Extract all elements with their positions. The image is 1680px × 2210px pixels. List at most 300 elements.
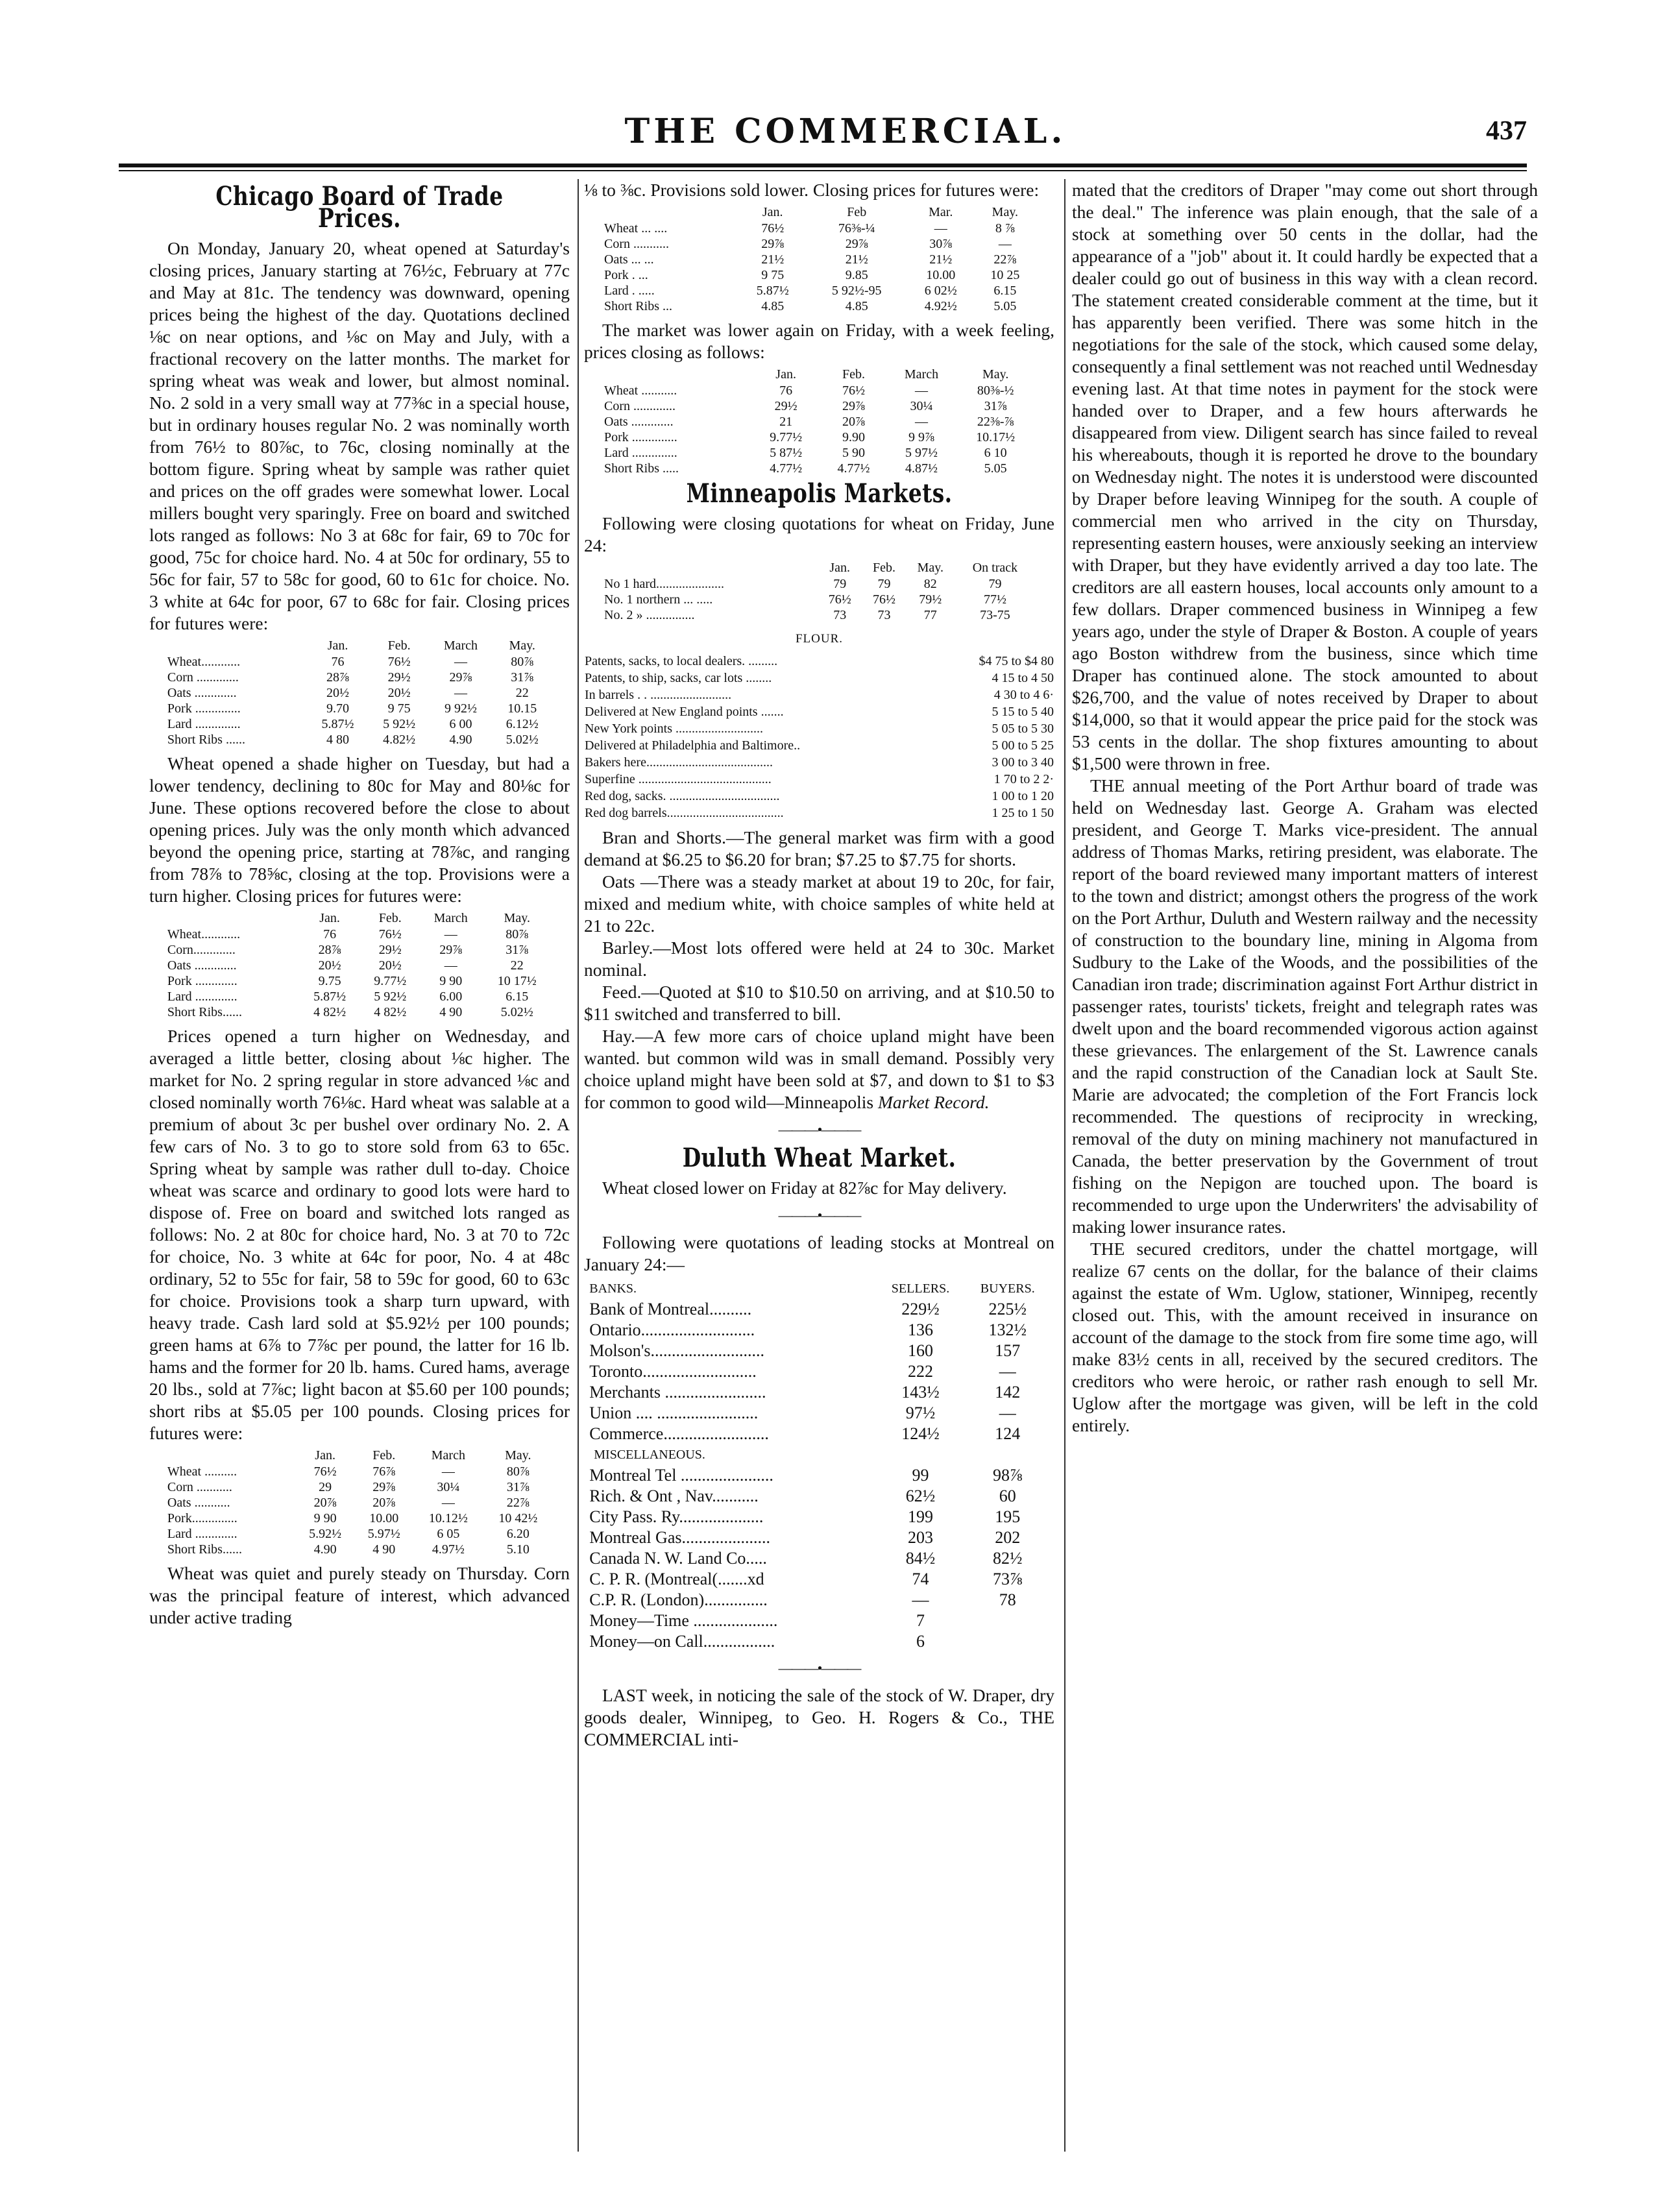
price-cell: 28⅞	[318, 943, 341, 957]
price-cell: 10.12½	[428, 1511, 468, 1525]
price-cell: 5.10	[506, 1542, 530, 1557]
table-row	[603, 430, 1036, 445]
flour-row	[584, 788, 1054, 805]
sellers-price: 222	[908, 1362, 934, 1381]
table-row	[603, 576, 1036, 592]
stock-name: Montreal Tel ......................	[589, 1466, 773, 1485]
table-row	[603, 398, 1036, 414]
flour-grade: In barrels . . .........................	[585, 688, 732, 702]
table-header: May.	[504, 911, 530, 925]
commodity-label: Short Ribs......	[167, 1542, 242, 1557]
price-cell: 20½	[326, 686, 350, 700]
flour-price: 4 30 to 4 6·	[993, 688, 1054, 702]
table-header: March	[443, 638, 478, 653]
table-row	[166, 1526, 553, 1542]
chicago-futures-table-3	[166, 1447, 553, 1557]
commodity-label: Corn.............	[167, 943, 236, 957]
stock-name: C.P. R. (London)...............	[589, 1590, 768, 1609]
flour-table	[584, 653, 1054, 821]
table-row	[166, 732, 553, 747]
flour-price: $4 75 to $4 80	[979, 654, 1054, 668]
price-cell: 9.85	[845, 268, 868, 282]
price-cell: 5.97½	[367, 1527, 400, 1541]
table-row	[603, 383, 1036, 398]
column-divider-2	[1064, 179, 1065, 2152]
table-row	[166, 1004, 553, 1020]
commodity-label: Pork..............	[167, 1511, 237, 1525]
price-cell: —	[934, 221, 947, 236]
chicago-paragraph-3: Prices opened a turn higher on Wednesday, and averaged a little better, closing about ⅛c higher. The market for No. 2 spring regular in store advanced ⅛c and closed nominally worth 76⅛c. Hard wheat was salable at a premium of about 3c per bushel over ordinary No. 2. A few cars of No. 3 to go to store sold from 63 to 65c. Spring wheat by sample was rather dull to-day. Choice wheat was scarce and ordinary to good lots were hard to dispose of. Free on board and switched lots ranged as follows: No. 2 at 80c for choice hard, No. 3 at 70 to 72c for choice, No. 3 white at 64c for poor, No. 4 at 48c ordinary, 52 to 55c for fair, 58 to 59c for good, 60 to 63c for choice. Provisions took a sharp turn upward, with heavy trade. Cash lard sold at $5.92½ per 100 pounds; green hams at 6⅞ to 7⅞c per pound, the latter for 16 lb. hams and the former for 20 lb. hams. Cured hams, average 20 lbs., sold at 7⅞c; light bacon at $5.60 per 100 pounds; short ribs at $5.05 per 100 pounds. Closing prices for futures were:	[149, 1026, 570, 1443]
commodity-label: Oats .............	[604, 415, 674, 429]
price-cell: 4.82½	[383, 733, 416, 747]
price-cell: 4.90	[449, 733, 472, 747]
table-row	[166, 1495, 553, 1511]
price-cell: 22	[510, 958, 524, 973]
price-cell: 29½	[774, 399, 797, 413]
price-cell: 6.15	[993, 284, 1017, 298]
price-cell: 4.90	[313, 1542, 337, 1557]
table-header: Feb.	[372, 1448, 396, 1463]
price-cell: 30¼	[910, 399, 933, 413]
table-header	[166, 637, 307, 654]
table-row	[166, 989, 553, 1004]
price-cell: 29½	[387, 670, 411, 685]
commodity-label: Oats .............	[167, 958, 237, 973]
price-cell: —	[914, 415, 928, 429]
price-cell: 76½	[313, 1464, 337, 1479]
table-row	[603, 267, 1036, 283]
price-cell: 29⅞	[761, 237, 785, 251]
buyers-price: 195	[995, 1507, 1021, 1526]
column-divider-1	[578, 179, 579, 2152]
price-cell: 21½	[845, 252, 868, 267]
price-cell: 80⅞	[506, 1464, 530, 1479]
flour-row	[584, 703, 1054, 720]
buyers-price: 157	[995, 1341, 1021, 1360]
oats-paragraph: Oats —There was a steady market at about 19 to 20c, for fair, mixed and medium white, with choice samples of white held at 21 to 22c.	[584, 871, 1054, 936]
stock-name: Molson's...........................	[589, 1341, 765, 1360]
stock-name: Money—on Call.................	[589, 1632, 775, 1651]
commodity-label: Wheat............	[167, 927, 241, 941]
flour-price: 5 00 to 5 25	[992, 738, 1054, 753]
chicago-futures-table-1	[166, 637, 553, 747]
price-cell: 10 42½	[498, 1511, 538, 1525]
price-cell: 20½	[378, 958, 402, 973]
commodity-label: Short Ribs......	[167, 1005, 242, 1019]
table-header: Jan.	[762, 205, 783, 219]
price-cell: 76	[331, 655, 345, 669]
price-cell: 73-75	[980, 608, 1010, 622]
buyers-price: 60	[999, 1487, 1016, 1505]
sellers-price: 7	[916, 1611, 925, 1630]
price-cell: 9 90	[439, 974, 463, 988]
draper-paragraph-cont: mated that the creditors of Draper "may come out short through the deal." The inference was plain enough, that the sale of a stock at something over 50 cents in the dollar, had the appearance of a "job" about it. It could hardly be expected that a dealer could go out of business in this way with a clean record. The statement created considerable comment at the time, but it has apparently been verified. There was some hitch in the negotiations for the sale of the stock, which caused some delay, consequently a final settlement was not reached until Wednesday evening last. At that time notes in payment for the stock were handed over to Draper, and a few hours afterwards he disappeared from view. Diligent search has since failed to reveal his whereabouts, though it is reported he drove to the boundary on Wednesday night. The notes it is understood were discounted by Draper before leaving Winnipeg for the south. A couple of commercial men who arrived in the city on Thursday, representing eastern houses, were anxiously seeking an interview with Draper, but they have evidently arrived a day too late. The creditors are all eastern houses, local accounts only amount to a few dollars. Draper commenced business in Winnipeg a few years ago, under the style of Draper & Boston. A couple of years ago Boston withdrew from the business, since which time Draper has continued alone. The stock amounted to about $26,700, and the value of notes received by Draper to about $14,000, so that it would appear the price paid for the stock was 53 cents in the dollar. The shop fixtures amounting to about $1,500 were thrown in free.	[1072, 180, 1538, 773]
table-row	[166, 1464, 553, 1479]
minneapolis-title: Minneapolis Markets.	[686, 478, 953, 509]
price-cell: 21½	[761, 252, 785, 267]
price-cell: 4.85	[845, 299, 868, 313]
price-cell: —	[998, 237, 1012, 251]
table-row	[603, 461, 1036, 476]
price-cell: 6.20	[506, 1527, 530, 1541]
flour-row	[584, 686, 1054, 703]
price-cell: 5.87½	[313, 990, 347, 1004]
price-cell: 10.15	[507, 701, 537, 716]
flour-price: 5 15 to 5 40	[992, 705, 1054, 719]
sellers-price: 99	[912, 1466, 929, 1485]
table-row	[603, 592, 1036, 607]
table-row	[166, 670, 553, 685]
table-row	[603, 298, 1036, 314]
hay-source: Market Record.	[877, 1092, 990, 1112]
price-cell: 73	[833, 608, 847, 622]
commodity-label: Oats ... ...	[604, 252, 654, 267]
flour-grade: Superfine .........................................	[585, 772, 772, 786]
chicago-futures-table-2	[166, 910, 553, 1020]
table-header	[603, 366, 752, 383]
price-cell: 21	[779, 415, 793, 429]
price-cell: 9 90	[313, 1511, 337, 1525]
commodity-label: Corn ...........	[604, 237, 669, 251]
flour-grade: Bakers here.......................................	[585, 755, 773, 770]
flour-grade: Delivered at Philadelphia and Baltimore..	[585, 738, 801, 753]
stock-row	[589, 1548, 1050, 1569]
price-cell: —	[441, 1496, 455, 1510]
table-header	[166, 910, 300, 927]
price-cell: 5.05	[993, 299, 1017, 313]
commodity-label: Corn ...........	[167, 1480, 232, 1494]
table-row	[603, 252, 1036, 267]
flour-price: 4 15 to 4 50	[992, 671, 1054, 685]
commodity-label: No. 2 » ...............	[604, 608, 695, 622]
price-cell: 9.90	[842, 430, 865, 444]
price-cell: 29⅞	[842, 399, 865, 413]
minneapolis-intro: Following were closing quotations for wheat on Friday, June 24:	[584, 513, 1054, 555]
stocks-header-sellers: SELLERS.	[891, 1281, 950, 1296]
price-cell: 20⅞	[313, 1496, 337, 1510]
commodity-label: No. 1 northern ... .....	[604, 592, 713, 607]
table-header: Feb.	[842, 367, 865, 382]
price-cell: 5.87½	[321, 717, 354, 731]
price-cell: 29⅞	[449, 670, 472, 685]
flour-row	[584, 805, 1054, 821]
price-cell: 8 ⅞	[995, 221, 1015, 236]
price-cell: 80⅞	[511, 655, 534, 669]
chicago-paragraph-2: Wheat opened a shade higher on Tuesday, but had a lower tendency, declining to 80c for May and 80⅛c for June. These options recovered before the close to about opening prices. July was the only month which advanced beyond the opening price, starting at 78⅞c, and ranging from 78⅞ to 78⅝c, closing at the top. Provisions were a turn higher. Closing prices for futures were:	[149, 753, 570, 906]
chicago-continued: ⅛ to ⅜c. Provisions sold lower. Closing prices for futures were:	[584, 180, 1040, 200]
price-cell: 4.77½	[837, 461, 870, 476]
price-cell: 29½	[378, 943, 402, 957]
sellers-price: 203	[908, 1528, 934, 1547]
table-header: March	[433, 911, 468, 925]
sellers-price: —	[912, 1590, 929, 1609]
stock-row	[589, 1382, 1050, 1403]
page-header	[119, 110, 1527, 162]
price-cell: 20½	[318, 958, 341, 973]
price-cell: 6.00	[439, 990, 463, 1004]
flour-row	[584, 653, 1054, 670]
price-cell: 22⅞	[506, 1496, 530, 1510]
buyers-price: 73⅞	[992, 1570, 1023, 1588]
masthead: THE COMMERCIAL.	[624, 112, 1067, 151]
buyers-price: —	[999, 1362, 1016, 1381]
price-cell: 9 9⅞	[908, 430, 934, 444]
section-divider-1: ———•———	[778, 1121, 860, 1137]
price-cell: —	[454, 686, 467, 700]
price-cell: 4 82½	[313, 1005, 347, 1019]
price-cell: 79½	[919, 592, 942, 607]
buyers-price: 124	[995, 1424, 1021, 1443]
flour-price: 1 00 to 1 20	[992, 789, 1054, 803]
feed-paragraph: Feed.—Quoted at $10 to $10.50 on arriving, and at $10.50 to $11 switched and transferred to bill.	[584, 982, 1054, 1024]
price-cell: —	[441, 1464, 455, 1479]
price-cell: 28⅞	[326, 670, 350, 685]
price-cell: 6 02½	[924, 284, 957, 298]
table-header: March	[904, 367, 939, 382]
price-cell: 22	[515, 686, 529, 700]
table-row	[603, 283, 1036, 298]
table-header: May.	[982, 367, 1009, 382]
column-3	[1072, 179, 1538, 2171]
price-cell: 6.15	[505, 990, 529, 1004]
table-header: March	[431, 1448, 465, 1463]
price-cell: 31⅞	[506, 1480, 530, 1494]
draper-paragraph-start: LAST week, in noticing the sale of the stock of W. Draper, dry goods dealer, Winnipeg, to Geo. H. Rogers & Co., THE COMMERCIAL inti-	[584, 1685, 1054, 1749]
price-cell: 30¼	[437, 1480, 460, 1494]
stocks-header-banks: BANKS.	[589, 1281, 637, 1296]
price-cell: 80⅞	[505, 927, 529, 941]
price-cell: 76	[779, 383, 793, 398]
stock-row	[589, 1631, 1050, 1652]
price-cell: 4 90	[372, 1542, 396, 1557]
table-row	[603, 445, 1036, 461]
price-cell: 5 97½	[905, 446, 938, 460]
price-cell: 29	[319, 1480, 332, 1494]
table-row	[603, 236, 1036, 252]
stock-row	[589, 1465, 1050, 1486]
table-row	[166, 685, 553, 701]
flour-price: 5 05 to 5 30	[992, 722, 1054, 736]
sellers-price: 84½	[905, 1549, 936, 1568]
commodity-label: Short Ribs ......	[167, 733, 245, 747]
stock-row	[589, 1341, 1050, 1361]
stock-name: Bank of Montreal..........	[589, 1300, 752, 1318]
stock-name: Money—Time ....................	[589, 1611, 778, 1630]
table-header: May.	[509, 638, 535, 653]
stock-name: C. P. R. (Montreal(.......xd	[589, 1570, 764, 1588]
price-cell: 5 92½	[374, 990, 407, 1004]
price-cell: 21½	[929, 252, 953, 267]
stock-row	[589, 1610, 1050, 1631]
duluth-paragraph: Wheat closed lower on Friday at 82⅞c for May delivery.	[602, 1178, 1007, 1198]
sellers-price: 124½	[901, 1424, 940, 1443]
price-cell: 4 82½	[374, 1005, 407, 1019]
stock-name: City Pass. Ry....................	[589, 1507, 764, 1526]
buyers-price	[966, 1631, 1050, 1652]
flour-grade: Patents, sacks, to local dealers. .........	[585, 654, 778, 668]
price-cell: 76⅜-¼	[838, 221, 875, 236]
stock-name: Commerce.........................	[589, 1424, 769, 1443]
price-cell: 22⅜-⅞	[977, 415, 1014, 429]
price-cell: 4.92½	[924, 299, 957, 313]
price-cell: 79	[877, 577, 891, 591]
sellers-price: 97½	[905, 1403, 936, 1422]
buyers-price: —	[999, 1403, 1016, 1422]
flour-grade: Delivered at New England points .......	[585, 705, 784, 719]
chicago-paragraph-1: On Monday, January 20, wheat opened at Saturday's closing prices, January starting at 76½c, February at 77c and May at 81c. The tendency was downward, opening prices being the highest of the day. Quotations declined ⅛c on near options, and ⅛c on May and July, with a fractional recovery on the latter months. The market for spring wheat was weak and lower, but almost nominal. No. 2 sold in a very small way at 77⅜c in a special house, but in ordinary houses regular No. 2 was nominally worth from 76½ to 80⅞c, to 76c, closing nominally at the bottom figure. Spring wheat by sample was rather quiet and prices on the off grades were somewhat lower. Local millers bought very sparingly. Free on board and switched lots ranged as follows: No 3 at 68c for fair, 69 to 70c for good, 75c for choice hard. No. 4 at 50c for ordinary, 55 to 56c for fair, 57 to 58c for good, 60 to 61c for choice. No. 3 white at 64c for poor, 67 to 68c for fair. Closing prices for futures were:	[149, 238, 570, 633]
buyers-price: 132½	[988, 1320, 1027, 1339]
price-cell: 76½	[761, 221, 785, 236]
price-cell: 5 92½	[383, 717, 416, 731]
price-cell: 31⅞	[505, 943, 529, 957]
table-row	[603, 414, 1036, 430]
price-cell: 79	[988, 577, 1002, 591]
table-row	[166, 973, 553, 989]
commodity-label: Lard ..............	[167, 717, 241, 731]
buyers-price: 82½	[992, 1549, 1023, 1568]
buyers-price: 98⅞	[992, 1466, 1023, 1485]
stock-row	[589, 1361, 1050, 1382]
stock-row	[589, 1403, 1050, 1424]
barley-paragraph: Barley.—Most lots offered were held at 24 to 30c. Market nominal.	[584, 938, 1054, 980]
table-row	[166, 1542, 553, 1557]
commodity-label: Wheat ..........	[167, 1464, 237, 1479]
header-rule-thin	[119, 170, 1527, 171]
stock-row	[589, 1424, 1050, 1444]
price-cell: 10 25	[990, 268, 1020, 282]
commodity-label: Pork .............	[167, 974, 237, 988]
stock-row	[589, 1527, 1050, 1548]
section-divider-2: ———•———	[778, 1207, 860, 1223]
chicago-title: Chicago Board of Trade Prices.	[215, 181, 504, 234]
section-divider-3: ———•———	[778, 1660, 860, 1676]
price-cell: 20½	[387, 686, 411, 700]
table-header: Jan.	[775, 367, 796, 382]
flour-grade: Patents, to ship, sacks, car lots ........	[585, 671, 772, 685]
price-cell: 10.17½	[976, 430, 1016, 444]
price-cell: 29⅞	[372, 1480, 396, 1494]
price-cell: 5 92½-95	[831, 284, 882, 298]
table-row	[166, 958, 553, 973]
flour-row	[584, 720, 1054, 737]
commodity-label: Lard .............	[167, 1527, 237, 1541]
table-row	[166, 927, 553, 942]
stock-name: Ontario...........................	[589, 1320, 755, 1339]
stock-name: Toronto...........................	[589, 1362, 757, 1381]
commodity-label: Wheat ...........	[604, 383, 677, 398]
hay-paragraph	[584, 1025, 1054, 1113]
stock-name: Canada N. W. Land Co.....	[589, 1549, 767, 1568]
bran-paragraph: Bran and Shorts.—The general market was firm with a good demand at $6.25 to $6.20 for bran; $7.25 to $7.75 for shorts.	[584, 827, 1054, 869]
sellers-price: 160	[908, 1341, 934, 1360]
price-cell: 4.77½	[770, 461, 803, 476]
table-row	[166, 654, 553, 670]
flour-row	[584, 771, 1054, 788]
table-header	[166, 1447, 296, 1464]
table-row	[603, 607, 1036, 623]
price-cell: 5.87½	[756, 284, 789, 298]
table-header: Feb	[847, 205, 867, 219]
commodity-label: Lard . .....	[604, 284, 655, 298]
chicago-paragraph-5: The market was lower again on Friday, with a week feeling, prices closing as follows:	[584, 320, 1054, 362]
minneapolis-wheat-table	[603, 559, 1036, 623]
table-row	[166, 1511, 553, 1526]
chicago-futures-table-5	[603, 366, 1036, 476]
table-row	[603, 221, 1036, 236]
price-cell: 4 90	[439, 1005, 463, 1019]
table-row	[166, 701, 553, 716]
price-cell: 6.12½	[505, 717, 539, 731]
buyers-price: 225½	[988, 1300, 1027, 1318]
price-cell: 6 00	[449, 717, 472, 731]
price-cell: 73	[877, 608, 891, 622]
commodity-label: Oats ...........	[167, 1496, 230, 1510]
price-cell: 31⅞	[984, 399, 1007, 413]
stocks-intro: Following were quotations of leading stocks at Montreal on January 24:—	[584, 1232, 1054, 1274]
buyers-price	[966, 1610, 1050, 1631]
price-cell: 30⅞	[929, 237, 953, 251]
buyers-price: 142	[995, 1383, 1021, 1402]
flour-row	[584, 670, 1054, 686]
stock-name: Rich. & Ont , Nav...........	[589, 1487, 759, 1505]
price-cell: 76	[323, 927, 337, 941]
price-cell: 10.00	[926, 268, 956, 282]
table-header	[603, 559, 818, 576]
price-cell: 9.75	[318, 974, 341, 988]
table-header: On track	[972, 561, 1018, 575]
port-arthur-paragraph: THE annual meeting of the Port Arthur board of trade was held on Wednesday last. George A. Graham was elected president, and George T. Marks vice-president. The annual address of Thomas Marks, retiring president, was elaborate. The report of the board reviewed many important matters of interest to the town and district; amongst others the progress of the work on the Port Arthur, Duluth and Western railway and the necessity of construction to the boundary line, mining in Algoma from Sudbury to the Lake of the Woods, and the possibilities of the Canadian iron trade; discrimination against Fort Arthur district in passenger rates, tourists' tickets, freight and telegraph rates was dwelt upon and the board recommended vigorous action against these grievances. The enlargement of the St. Lawrence canals and the rapid construction of the Canadian lock at Sault Ste. Marie are advocated; the completion of the Fort Francis lock recommended. The questions of reciprocity in wrecking, removal of the duty on mining machinery not manufactured in Canada, the better preservation by the Government of trout fishing on the Nepigon are touched upon. The board is recommended to urge upon the Underwriters' the advisability of making lower insurance rates.	[1072, 775, 1538, 1237]
table-header: Jan.	[315, 1448, 335, 1463]
price-cell: 29⅞	[439, 943, 463, 957]
table-header: May.	[505, 1448, 531, 1463]
uglow-paragraph: THE secured creditors, under the chattel mortgage, will realize 67 cents on the dollar, for the balance of their claims against the estate of Wm. Uglow, stationer, Winnipeg, recently closed out. This, with the amount received in insurance on account of the damage to the stock from fire some time ago, will make 83½ cents in all, received by the secured creditors. The creditors who were heroic, or rather rash enough to sell Mr. Uglow after the mortgage was given, will be left in the cold entirely.	[1072, 1239, 1538, 1435]
table-header	[603, 204, 739, 221]
flour-row	[584, 754, 1054, 771]
table-header: Feb.	[378, 911, 402, 925]
price-cell: 76⅞	[372, 1464, 396, 1479]
price-cell: 4.85	[761, 299, 785, 313]
buyers-price: 202	[995, 1528, 1021, 1547]
price-cell: 9 75	[387, 701, 411, 716]
stocks-header-buyers: BUYERS.	[980, 1281, 1035, 1296]
price-cell: 6 10	[984, 446, 1007, 460]
table-header: May.	[917, 561, 943, 575]
price-cell: 9.70	[326, 701, 350, 716]
table-header: Feb.	[873, 561, 895, 575]
price-cell: 76½	[387, 655, 411, 669]
price-cell: 76½	[873, 592, 895, 607]
price-cell: —	[444, 927, 457, 941]
commodity-label: Short Ribs ...	[604, 299, 673, 313]
flour-price: 1 25 to 1 50	[992, 806, 1054, 820]
price-cell: 5.02½	[505, 733, 539, 747]
column-2	[584, 179, 1054, 2171]
price-cell: 9.77½	[770, 430, 803, 444]
hay-text: Hay.—A few more cars of choice upland might have been wanted. but common wild was in small demand. Possibly very choice upland might have been sold at $7, and down to $1 to $3 for common to good wild—Minneapolis	[584, 1026, 1054, 1112]
sellers-price: 74	[912, 1570, 929, 1588]
price-cell: 76½	[378, 927, 402, 941]
price-cell: 79	[833, 577, 847, 591]
flour-grade: New York points ...........................	[585, 722, 764, 736]
commodity-label: No 1 hard.....................	[604, 577, 724, 591]
stock-row	[589, 1569, 1050, 1590]
price-cell: 4.87½	[905, 461, 938, 476]
page-number: 437	[1486, 116, 1527, 146]
commodity-label: Pork ..............	[167, 701, 241, 716]
price-cell: 22⅞	[993, 252, 1017, 267]
stock-row	[589, 1299, 1050, 1320]
table-header: Jan.	[327, 638, 348, 653]
